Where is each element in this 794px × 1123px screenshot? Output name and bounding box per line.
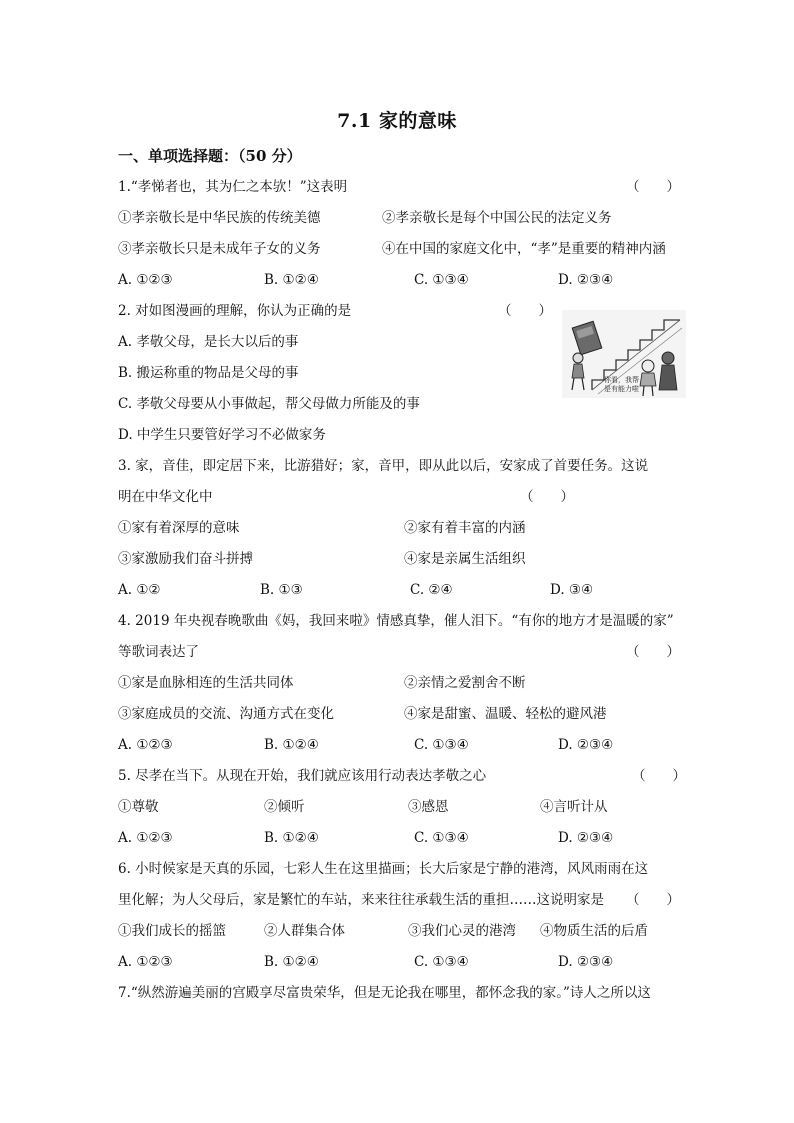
q4-option-c: C. ①③④	[414, 737, 469, 753]
q2-option-a: A. 孝敬父母，是长大以后的事	[118, 334, 299, 350]
q6-option-a: A. ①②③	[118, 954, 173, 970]
q2-option-d: D. 中学生只要管好学习不必做家务	[118, 427, 326, 443]
q1-statement-1: ①孝亲敬长是中华民族的传统美德	[118, 210, 321, 226]
q7-stem-line-1: 7.“纵然游遍美丽的宫殿享尽富贵荣华，但是无论我在哪里，都怀念我的家。”诗人之所以这	[118, 985, 651, 1001]
q1-statement-3: ③孝亲敬长只是未成年子女的义务	[118, 241, 321, 257]
q4-stem-line-1: 4. 2019 年央视春晚歌曲《妈，我回来啦》情感真挚，催人泪下。“有你的地方才是温暖的家”	[118, 613, 674, 629]
q6-statement-4: ④物质生活的后盾	[540, 923, 648, 939]
q5-answer-blank: （ ）	[632, 768, 686, 784]
q5-stem: 5. 尽孝在当下。从现在开始，我们就应该用行动表达孝敬之心	[118, 768, 487, 784]
q4-option-a: A. ①②③	[118, 737, 173, 753]
q2-stem: 2. 对如图漫画的理解，你认为正确的是	[118, 303, 352, 319]
section-heading: 一、单项选择题：（50 分）	[118, 147, 302, 165]
q6-stem-line-2: 里化解；为人父母后，家是繁忙的车站，来来往往承载生活的重担……这说明家是	[118, 892, 604, 908]
page-title: 7.1 家的意味	[337, 110, 457, 132]
q2-answer-blank: （ ）	[498, 303, 552, 319]
q6-statement-3: ③我们心灵的港湾	[408, 923, 516, 939]
q6-option-b: B. ①②④	[264, 954, 319, 970]
q3-statement-1: ①家有着深厚的意味	[118, 520, 240, 536]
q1-option-a: A. ①②③	[118, 272, 173, 288]
q2-option-c: C. 孝敬父母要从小事做起，帮父母做力所能及的事	[118, 396, 420, 412]
q3-option-a: A. ①②	[118, 582, 161, 598]
q5-option-c: C. ①③④	[414, 830, 469, 846]
q5-option-b: B. ①②④	[264, 830, 319, 846]
q2-option-b: B. 搬运称重的物品是父母的事	[118, 365, 299, 381]
q3-option-c: C. ②④	[410, 582, 453, 598]
q3-option-b: B. ①③	[260, 582, 303, 598]
q6-stem-line-1: 6. 小时候家是天真的乐园，七彩人生在这里描画；长大后家是宁静的港湾，风风雨雨在这	[118, 861, 649, 877]
q4-statement-1: ①家是血脉相连的生活共同体	[118, 675, 294, 691]
q3-statement-2: ②家有着丰富的内涵	[404, 520, 526, 536]
q3-stem-line-2: 明在中华文化中	[118, 489, 213, 505]
q6-answer-blank: （ ）	[626, 892, 680, 908]
q4-answer-blank: （ ）	[626, 644, 680, 660]
cartoon-caption-1: 你看，我帮	[604, 376, 639, 384]
q6-statement-1: ①我们成长的摇篮	[118, 923, 226, 939]
q4-option-d: D. ②③④	[558, 737, 614, 753]
q1-option-d: D. ②③④	[558, 272, 614, 288]
q4-option-b: B. ①②④	[264, 737, 319, 753]
q1-statement-2: ②孝亲敬长是每个中国公民的法定义务	[382, 210, 612, 226]
q1-answer-blank: （ ）	[626, 179, 680, 195]
q4-statement-2: ②亲情之爱割舍不断	[404, 675, 526, 691]
q1-statement-4: ④在中国的家庭文化中，“孝”是重要的精神内涵	[382, 241, 666, 257]
q3-option-d: D. ③④	[550, 582, 594, 598]
q5-statement-1: ①尊敬	[118, 799, 159, 815]
q1-option-c: C. ①③④	[414, 272, 469, 288]
q3-answer-blank: （ ）	[520, 489, 574, 505]
q3-statement-3: ③家激励我们奋斗拼搏	[118, 551, 253, 567]
q5-statement-3: ③感恩	[408, 799, 449, 815]
q4-statement-3: ③家庭成员的交流、沟通方式在变化	[118, 706, 334, 722]
q3-stem-line-1: 3. 家，音佳，即定居下来，比游猎好；家，音甲，即从此以后，安家成了首要任务。这说	[118, 458, 649, 474]
q4-statement-4: ④家是甜蜜、温暖、轻松的避风港	[404, 706, 607, 722]
stairs-cartoon-image	[562, 310, 686, 398]
q1-option-b: B. ①②④	[264, 272, 319, 288]
q4-stem-line-2: 等歌词表达了	[118, 644, 199, 660]
q3-statement-4: ④家是亲属生活组织	[404, 551, 526, 567]
q6-option-d: D. ②③④	[558, 954, 614, 970]
q6-option-c: C. ①③④	[414, 954, 469, 970]
q1-stem: 1.“孝悌者也，其为仁之本欤！”这表明	[118, 179, 348, 195]
q5-option-d: D. ②③④	[558, 830, 614, 846]
q5-option-a: A. ①②③	[118, 830, 173, 846]
cartoon-caption-2: 是有能力啦	[604, 385, 639, 393]
q5-statement-2: ②倾听	[264, 799, 305, 815]
q6-statement-2: ②人群集合体	[264, 923, 345, 939]
q5-statement-4: ④言听计从	[540, 799, 608, 815]
